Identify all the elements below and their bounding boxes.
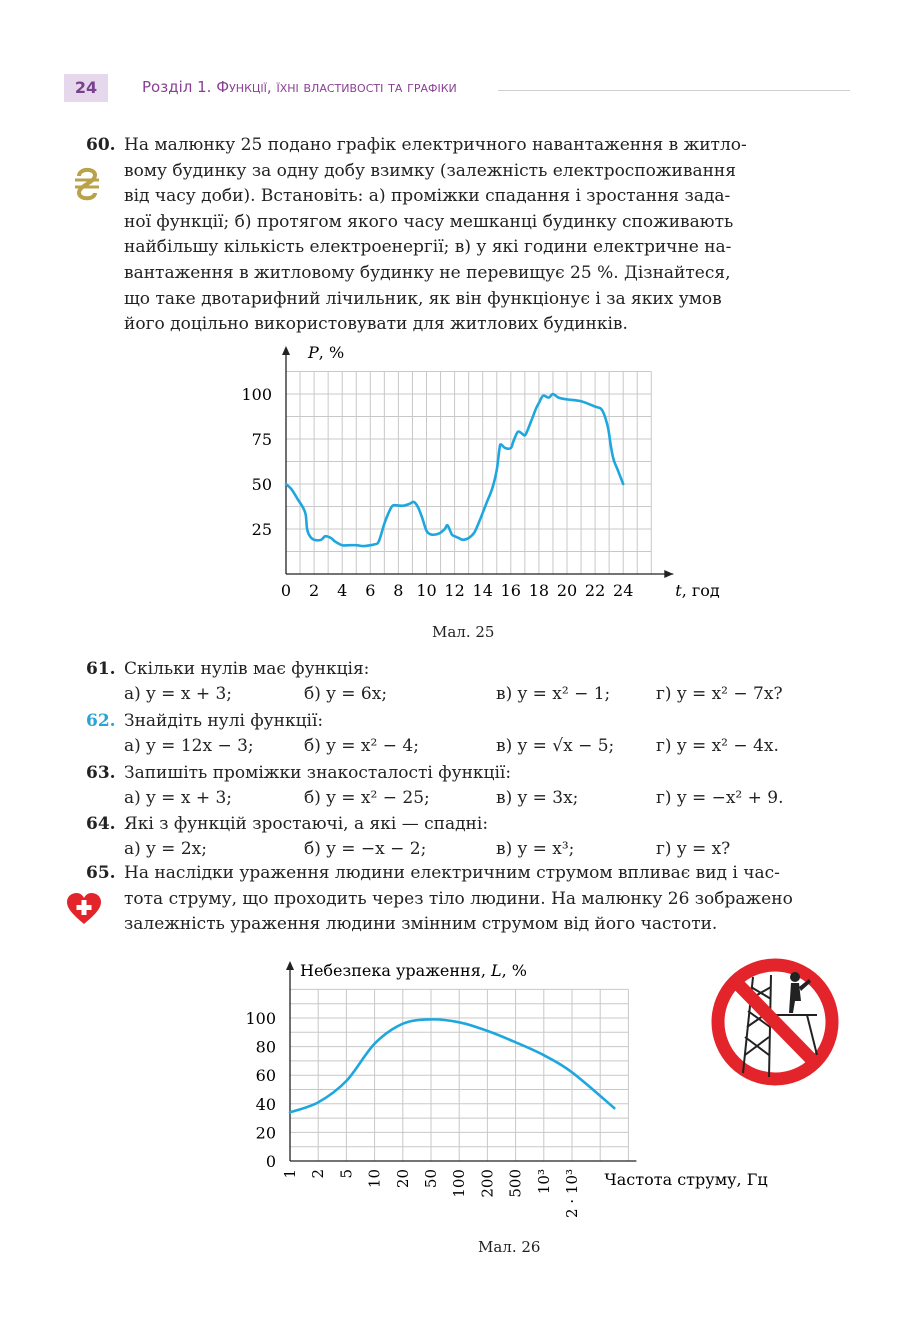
y-tick-label: 80 bbox=[255, 1037, 276, 1057]
exercise-option: г) y = x² − 7x? bbox=[656, 684, 783, 704]
x-axis-arrow bbox=[664, 570, 673, 578]
problem-65-text bbox=[124, 861, 852, 938]
x-tick-label: 4 bbox=[337, 581, 348, 600]
y-tick-label: 20 bbox=[255, 1123, 276, 1143]
x-tick-label: 0 bbox=[280, 581, 292, 600]
y-axis-arrow bbox=[286, 961, 294, 970]
exercise-number: 64. bbox=[86, 814, 116, 834]
no-climbing-sign-icon bbox=[705, 955, 845, 1090]
x-tick-label: 16 bbox=[500, 581, 521, 600]
text-line: що таке двотарифний лічильник, як він функціонує і за яких умов bbox=[124, 288, 722, 309]
exercise-number: 61. bbox=[86, 659, 116, 679]
x-tick-label: 10 bbox=[365, 1169, 384, 1189]
first-aid-icon bbox=[66, 892, 102, 926]
x-tick-label: 2 · 10³ bbox=[563, 1169, 581, 1218]
y-axis-arrow bbox=[282, 346, 290, 355]
exercise-option: а) y = x + 3; bbox=[124, 684, 233, 704]
text-line: ної функції; б) протягом якого часу мешканці будинку споживають bbox=[124, 211, 734, 232]
y-tick-label: 100 bbox=[241, 385, 272, 404]
x-tick-label: 22 bbox=[584, 581, 606, 600]
hryvnia-icon bbox=[72, 164, 102, 204]
x-tick-label: 14 bbox=[472, 581, 493, 600]
x-tick-label: 2 bbox=[309, 581, 320, 600]
text-line: вантаження в житловому будинку не перевищує 25 %. Дізнайтеся, bbox=[124, 262, 731, 283]
exercise-option: б) y = x² − 4; bbox=[304, 736, 419, 756]
y-tick-label: 40 bbox=[255, 1094, 276, 1114]
exercise-number: 62. bbox=[86, 711, 116, 731]
exercise-option: в) y = x² − 1; bbox=[496, 684, 611, 704]
exercise-option: а) y = 2x; bbox=[124, 839, 207, 859]
x-tick-label: 8 bbox=[393, 581, 404, 600]
chapter-title: Функції, їхні властивості та графіки bbox=[216, 78, 457, 96]
problem-60-text bbox=[124, 133, 852, 338]
exercise-option: г) y = −x² + 9. bbox=[656, 788, 784, 808]
y-tick-label: 0 bbox=[265, 1152, 276, 1171]
danger-curve bbox=[290, 1019, 614, 1112]
exercise-question: Скільки нулів має функція: bbox=[124, 659, 370, 679]
x-tick-label: 20 bbox=[556, 581, 578, 600]
x-tick-label: 18 bbox=[528, 581, 550, 600]
problem-number-65: 65. bbox=[86, 863, 116, 883]
exercise-number: 63. bbox=[86, 763, 116, 783]
exercise-option: а) y = 12x − 3; bbox=[124, 736, 254, 756]
x-tick-label: 20 bbox=[393, 1169, 412, 1189]
exercise-option: а) y = x + 3; bbox=[124, 788, 233, 808]
x-tick-label: 6 bbox=[365, 581, 376, 600]
text-line: вому будинку за одну добу взимку (залежність електроспоживання bbox=[124, 160, 736, 181]
text-line: На наслідки ураження людини електричним струмом впливає вид і час- bbox=[124, 863, 780, 883]
exercise-option: в) y = √x − 5; bbox=[496, 736, 615, 756]
x-axis-label: t, год bbox=[675, 581, 720, 600]
x-tick-label: 12 bbox=[444, 581, 465, 600]
load-chart bbox=[230, 338, 720, 608]
y-tick-label: 75 bbox=[251, 430, 272, 449]
exercise-option: б) y = x² − 25; bbox=[304, 788, 430, 808]
exercise-option: в) y = 3x; bbox=[496, 788, 579, 808]
running-head bbox=[142, 78, 457, 96]
x-tick-label: 200 bbox=[478, 1169, 497, 1198]
x-tick-label: 50 bbox=[422, 1169, 440, 1189]
x-tick-label: 24 bbox=[613, 581, 634, 600]
x-tick-label: 10³ bbox=[534, 1169, 553, 1195]
figure-26-caption: Мал. 26 bbox=[478, 1238, 541, 1256]
text-line: найбільшу кількість електроенергії; в) у які години електричне на- bbox=[124, 237, 732, 258]
x-tick-label: 100 bbox=[450, 1169, 469, 1198]
exercise-question: Знайдіть нулі функції: bbox=[124, 711, 324, 731]
y-tick-label: 50 bbox=[251, 475, 272, 494]
exercise-question: Які з функцій зростаючі, а які — спадні: bbox=[124, 814, 489, 834]
text-line: На малюнку 25 подано графік електричного навантаження в житло- bbox=[124, 135, 747, 155]
x-tick-label: 5 bbox=[337, 1169, 356, 1179]
y-axis-label: P, % bbox=[308, 343, 345, 362]
x-axis-label: Частота струму, Гц bbox=[604, 1170, 768, 1189]
page-number: 24 bbox=[64, 74, 108, 102]
exercise-option: б) y = 6x; bbox=[304, 684, 388, 704]
text-line: тота струму, що проходить через тіло людини. На малюнку 26 зображено bbox=[124, 888, 793, 909]
x-tick-label: 10 bbox=[416, 581, 437, 600]
text-line: залежність ураження людини змінним струмом від його частоти. bbox=[124, 914, 718, 935]
exercise-option: в) y = x³; bbox=[496, 839, 575, 859]
x-tick-label: 2 bbox=[309, 1169, 328, 1179]
text-line: від часу доби). Встановіть: а) проміжки спадання і зростання зада- bbox=[124, 186, 731, 207]
y-tick-label: 25 bbox=[251, 520, 272, 539]
x-tick-label: 500 bbox=[506, 1169, 525, 1198]
y-tick-label: 100 bbox=[245, 1009, 276, 1028]
problem-number-60: 60. bbox=[86, 135, 116, 155]
exercise-option: б) y = −x − 2; bbox=[304, 839, 427, 859]
exercise-question: Запишіть проміжки знакосталості функції: bbox=[124, 763, 512, 783]
exercise-option: г) y = x? bbox=[656, 839, 731, 859]
y-tick-label: 60 bbox=[255, 1066, 276, 1086]
section-label: Розділ 1. bbox=[142, 78, 212, 96]
y-axis-label: Небезпека ураження, L, % bbox=[300, 961, 527, 980]
text-line: його доцільно використовувати для житлових будинків. bbox=[124, 314, 628, 335]
header-rule bbox=[498, 90, 850, 91]
figure-25-caption: Мал. 25 bbox=[432, 623, 495, 641]
exercise-option: г) y = x² − 4x. bbox=[656, 736, 779, 756]
x-tick-label: 1 bbox=[281, 1169, 299, 1179]
